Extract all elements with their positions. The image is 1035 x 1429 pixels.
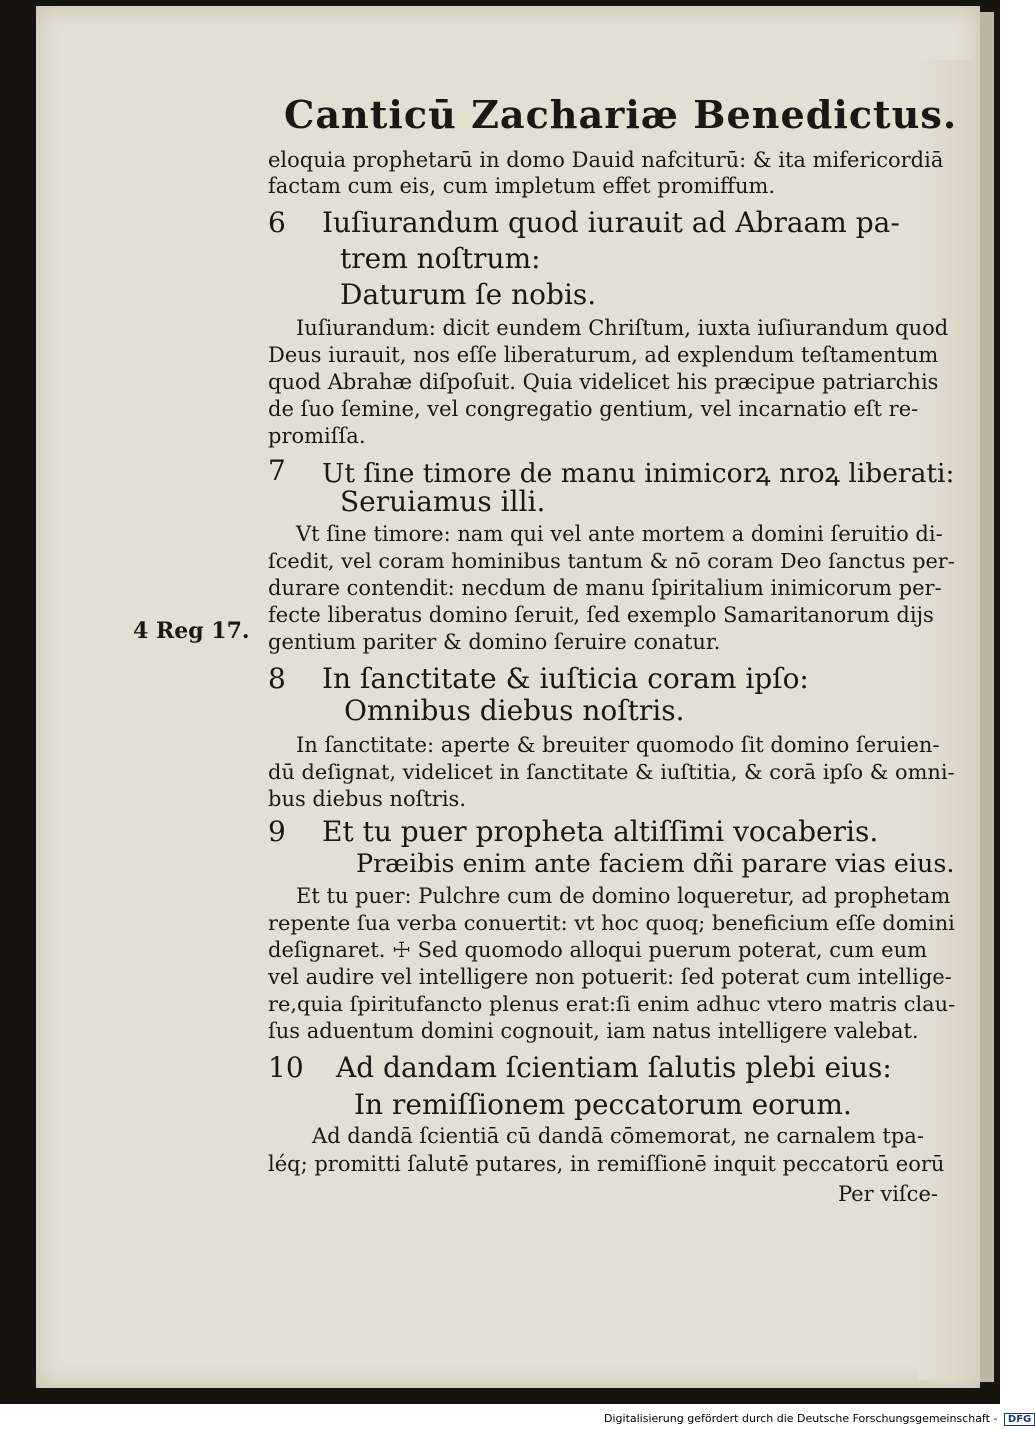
gloss-line: de ſuo ſemine, vel congregatio gentium, vel incarnatio eſt re- [268,397,919,421]
verse-line: Ad dandam ſcientiam ſalutis plebi eius: [336,1051,892,1084]
gloss-line: repente ſua verba conuertit: vt hoc quoq; beneficium eſſe domini [268,911,955,935]
gloss-line: léq; promitti ſalutē putares, in remiſſionē inquit peccatorū eorū [268,1152,945,1176]
gloss-line: deſignaret. ☩ Sed quomodo alloqui puerum poterat, cum eum [268,938,928,962]
verse-line: Et tu puer propheta altiſſimi vocaberis. [322,815,879,848]
gloss-line: quod Abrahæ diſpoſuit. Quia videlicet his præcipue patriarchis [268,370,939,394]
gloss-line: promiſſa. [268,424,366,448]
verse-number: 8 [268,662,286,695]
verse-line: In remiſſionem peccatorum eorum. [354,1088,852,1121]
verse-line: Seruiamus illi. [340,485,546,518]
gloss-line: fecte liberatus domino ſeruit, ſed exemplo Samaritanorum dijs [268,603,934,627]
gloss-line: In ſanctitate: aperte & breuiter quomodo ſit domino ſeruien- [296,733,940,757]
verse-number: 7 [268,454,286,487]
footer-credit [604,1412,1035,1426]
footer-text: Digitalisierung gefördert durch die Deutsche Forschungsgemeinschaft - [604,1412,998,1425]
gloss-line: durare contendit: necdum de manu ſpiritalium inimicorum per- [268,576,942,600]
gloss-line: ſcedit, vel coram hominibus tantum & nō coram Deo ſanctus per- [268,549,955,573]
gloss-line: Vt ſine timore: nam qui vel ante mortem a domini ſeruitio di- [296,522,943,546]
margin-note: 4 Reg 17. [133,618,250,644]
catchword: Per viſce- [838,1182,938,1206]
verse-line: Iuſiurandum quod iurauit ad Abraam pa- [322,206,900,239]
gloss-line: bus diebus noſtris. [268,787,467,811]
verse-line: In ſanctitate & iuſticia coram ipſo: [322,662,809,695]
gloss-line: dū deſignat, videlicet in ſanctitate & iuſtitia, & corā ipſo & omni- [268,760,955,784]
verse-line: Omnibus diebus noſtris. [344,694,685,727]
gloss-line: eloquia prophetarū in domo Dauid nafciturū: & ita mifericordiā [268,148,944,172]
verse-line: Præibis enim ante faciem dñi parare vias eius. [356,848,955,878]
gloss-line: ſus aduentum domini cognouit, iam natus intelligere valebat. [268,1019,919,1043]
gloss-line: Deus iurauit, nos eſſe liberaturum, ad explendum teſtamentum [268,343,939,367]
verse-number: 6 [268,206,286,239]
verse-line: Daturum ſe nobis. [340,278,597,311]
gloss-line: re,quia ſpiritufancto plenus erat:ſi enim adhuc vtero matris clau- [268,992,956,1016]
page-title: Canticū Zachariæ Benedictus. [284,92,958,137]
verse-line: trem noſtrum: [340,242,541,275]
gloss-line: vel audire vel intelligere non potuerit: ſed poterat cum intellige- [268,965,952,989]
gloss-line: factam cum eis, cum impletum effet promiffum. [268,174,776,198]
gloss-line: Iuſiurandum: dicit eundem Chriſtum, iuxta iuſiurandum quod [296,316,949,340]
gloss-line: gentium pariter & domino ſeruire conatur. [268,630,721,654]
verse-line: Ut ſine timore de manu inimicorꝝ nroꝝ liberati: [322,458,955,489]
verse-number: 10 [268,1051,304,1084]
verse-number: 9 [268,815,286,848]
gloss-line: Et tu puer: Pulchre cum de domino loqueretur, ad prophetam [296,884,951,908]
dfg-logo: DFG [1004,1413,1035,1426]
gloss-line: Ad dandā ſcientiā cū dandā cōmemorat, ne carnalem tpa- [312,1124,924,1148]
